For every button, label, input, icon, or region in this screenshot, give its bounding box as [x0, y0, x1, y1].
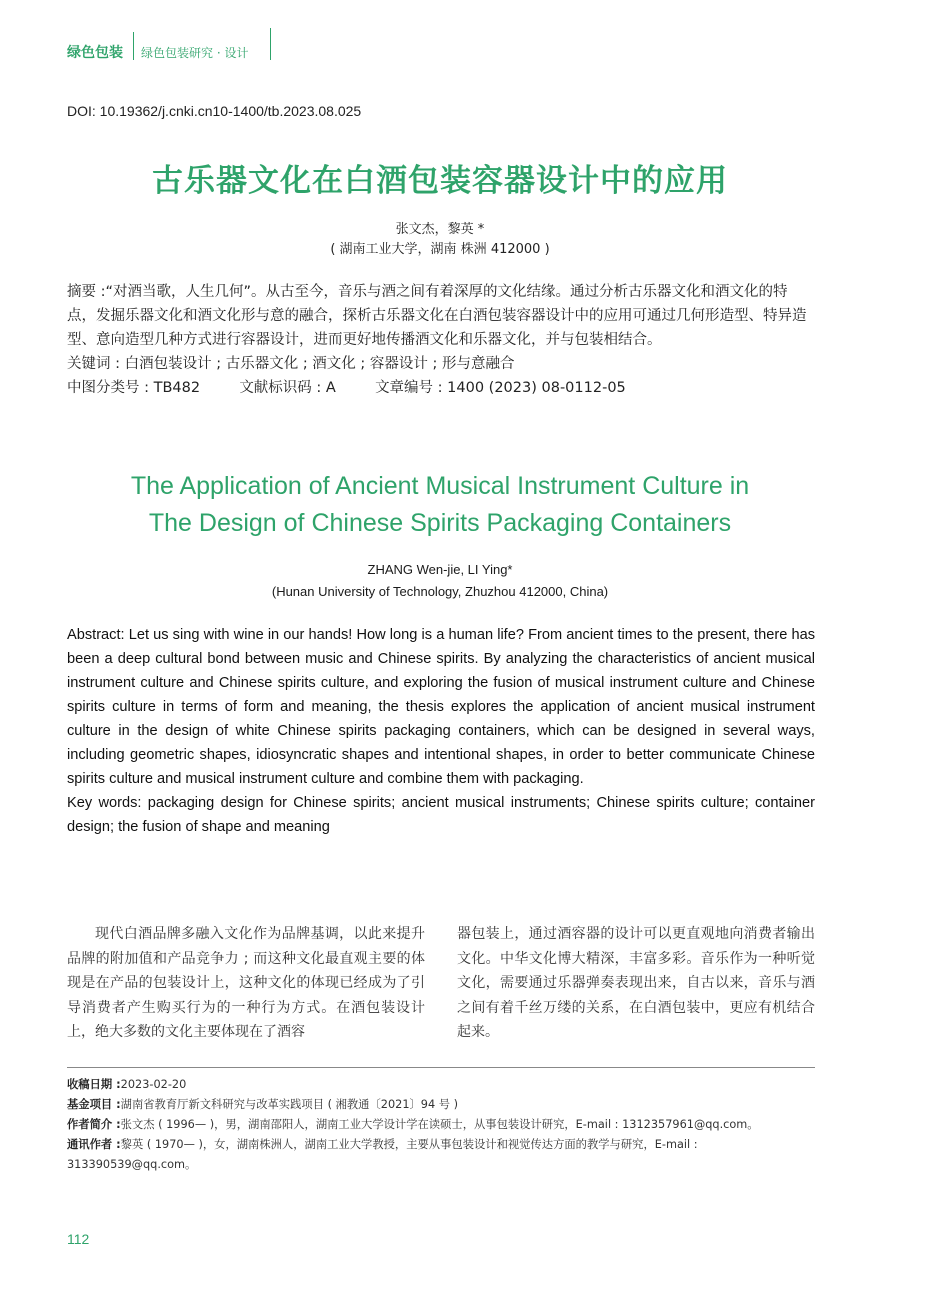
journal-logo: 绿色包装: [67, 45, 123, 61]
abstract-cn-block: [67, 280, 815, 400]
corr-label: 通讯作者 :: [67, 1138, 121, 1151]
doi[interactable]: DOI: 10.19362/j.cnki.cn10-1400/tb.2023.08.025: [67, 103, 362, 119]
footnote-corresponding: [67, 1135, 815, 1175]
affiliation-en: (Hunan University of Technology, Zhuzhou 412000, China): [271, 584, 609, 599]
abstract-en-block: [67, 623, 815, 839]
footnote-divider: [67, 1067, 815, 1068]
affiliation-cn: ( 湖南工业大学，湖南 株洲 412000 ): [330, 242, 550, 257]
received-label: 收稿日期 :: [67, 1078, 121, 1091]
corr-value: 黎英 ( 1970— )，女，湖南株洲人，湖南工业大学教授，主要从事包装设计和视觉传达方面的教学与研究，E-mail : 313390539@qq.com。: [67, 1138, 698, 1171]
abstract-en: Abstract: Let us sing with wine in our hands! How long is a human life? From ancient times to the present, there has been a deep cultural bond between music and Chinese spirits. By analyzing the characteristics of ancient musical instrument culture and Chinese spirits culture, and exploring the fusion of musical instrument culture and Chinese spirits culture in terms of form and meaning, the thesis explores the application of ancient musical instrument culture in the design of white Chinese spirits packaging containers, which can be designed in several ways, including geometric shapes, idiosyncratic shapes and intentional shapes, in order to better communicate Chinese spirits culture and musical instrument culture and combine them with packaging.: [67, 627, 815, 787]
title-en: [60, 468, 820, 542]
clc-code: 中图分类号 : TB482: [67, 380, 201, 396]
header-divider: [133, 32, 134, 60]
keywords-cn: 关键词 : 白酒包装设计 ; 古乐器文化 ; 酒文化 ; 容器设计 ; 形与意融合: [67, 356, 515, 372]
body-column-left: 现代白酒品牌多融入文化作为品牌基调，以此来提升品牌的附加值和产品竞争力 ; 而这种文化最直观主要的体现是在产品的包装设计上，这种文化的体现已经成为了引导消费者产生购买行为的一种行为方式。在酒包装设计上，绝大多数的文化主要体现在了酒容: [67, 926, 425, 1040]
author-label: 作者简介 :: [67, 1118, 121, 1131]
body-column-right: 器包装上，通过酒容器的设计可以更直观地向消费者输出文化。中华文化博大精深，丰富多彩。音乐作为一种听觉文化，需要通过乐器弹奏表现出来，自古以来，音乐与酒之间有着千丝万缕的关系，在白酒包装中，更应有机结合起来。: [457, 926, 815, 1040]
article-number: 文章编号 : 1400 (2023) 08-0112-05: [375, 380, 626, 396]
received-value: 2023-02-20: [120, 1078, 187, 1091]
footnote-fund: [67, 1095, 815, 1115]
author-value: 张文杰 ( 1996— )，男，湖南邵阳人，湖南工业大学设计学在读硕士，从事包装设计研究，E-mail : 1312357961@qq.com。: [120, 1118, 759, 1131]
footnote-received: [67, 1075, 815, 1095]
header-divider-right: [270, 28, 271, 60]
page-number: 112: [67, 1231, 90, 1247]
footnotes: [67, 1075, 815, 1175]
title-cn: 古乐器文化在白酒包装容器设计中的应用: [152, 163, 728, 199]
keywords-en: Key words: packaging design for Chinese spirits; ancient musical instruments; Chinese spirits culture; container design; the fusion of shape and meaning: [67, 795, 815, 835]
fund-label: 基金项目 :: [67, 1098, 121, 1111]
classification-line: [67, 376, 815, 400]
section-label: 绿色包装研究 · 设计: [141, 46, 249, 60]
authors-en: ZHANG Wen-jie, LI Ying*: [367, 562, 513, 577]
doc-code: 文献标识码 : A: [239, 380, 336, 396]
title-en-line1: The Application of Ancient Musical Instrument Culture in: [130, 472, 750, 500]
authors-cn: 张文杰，黎英 *: [395, 222, 485, 237]
abstract-cn: 摘要 :“对酒当歌，人生几何”。从古至今，音乐与酒之间有着深厚的文化结缘。通过分析古乐器文化和酒文化的特点，发掘乐器文化和酒文化形与意的融合，探析古乐器文化在白酒包装容器设计中的应用可通过几何形造型、特异造型、意向造型几种方式进行容器设计，进而更好地传播酒文化和乐器文化，并与包装相结合。: [67, 284, 807, 348]
fund-value: 湖南省教育厅新文科研究与改革实践项目 ( 湘教通〔2021〕94 号 ): [120, 1098, 459, 1111]
footnote-author: [67, 1115, 815, 1135]
title-en-line2: The Design of Chinese Spirits Packaging Containers: [148, 509, 732, 537]
